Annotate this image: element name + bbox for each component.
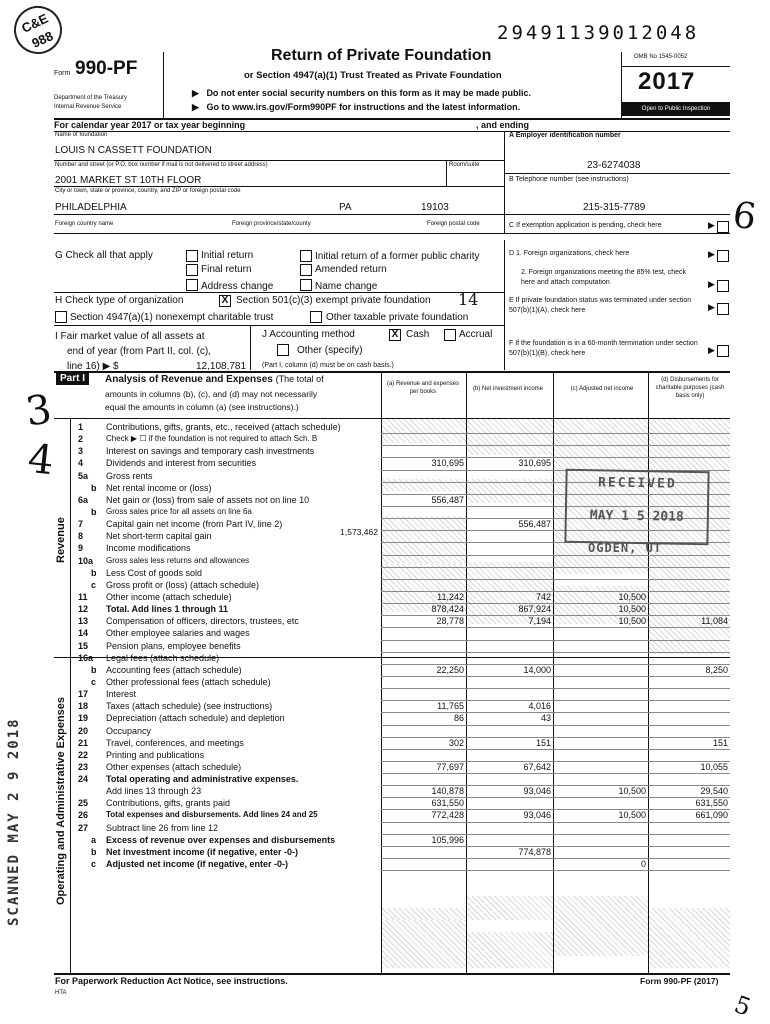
line-number: 10a [78,555,94,566]
line-number: 15 [78,640,89,651]
col-a-value: 11,242 [437,591,464,602]
handwritten-3: 3 [22,386,55,436]
line-description: Other income (attach schedule) [106,591,232,602]
omb-number: OMB No 1545-0052 [634,54,688,60]
phone-label: B Telephone number (see instructions) [509,176,629,183]
initial-former-checkbox[interactable] [300,250,312,262]
col-b-value: 774,878 [518,846,551,857]
zip-value: 19103 [421,202,449,213]
line-number: 21 [78,737,89,748]
col-d-value: 631,550 [695,798,728,809]
handwritten-5: 5 [730,990,755,1022]
line-number: 3 [78,446,84,457]
ogden-stamp: OGDEN, UT [588,541,663,555]
line-description: Adjusted net income (if negative, enter -0-) [106,859,289,870]
calendar-line: For calendar year 2017 or tax year beginning [54,120,246,130]
d1-checkbox[interactable] [717,250,729,262]
line-description: Excess of revenue over expenses and disbursements [106,834,336,845]
line-number: 24 [78,774,89,785]
notice-link[interactable]: ▶ Go to www.irs.gov/Form990PF for instructions and the latest information. [192,102,521,112]
line-number: 26 [78,810,89,821]
line-number: 25 [78,798,89,809]
name-label: Name of foundation [55,132,108,138]
col-b-value: 7,194 [528,616,551,627]
g-label: G Check all that apply [55,250,153,261]
amended-return-label: Amended return [315,264,387,275]
form-title: Return of Private Foundation [271,47,492,64]
part1-title: Analysis of Revenue and Expenses (The total of [105,374,324,385]
col-d-value: 11,084 [701,616,728,627]
col-b-value: 151 [535,737,551,748]
line-description: Total operating and administrative expenses. [106,774,299,785]
foundation-name: LOUIS N CASSETT FOUNDATION [55,145,212,156]
line-6b-amount: 1,573,462 [340,527,378,537]
line-letter: b [91,482,97,493]
line-description: Occupancy [106,725,152,736]
other-taxable-label: Other taxable private foundation [326,312,469,323]
line-number: 20 [78,725,89,736]
line-description: Other professional fees (attach schedule) [106,676,271,687]
tax-year: 2017 [638,68,696,95]
handwritten-4: 4 [25,435,56,485]
line-description: Net gain or (loss) from sale of assets not on line 10 [106,494,310,505]
col-a-value: 86 [453,713,464,724]
d2-label: 2. Foreign organizations meeting the 85% test, check here and attach computation [521,269,686,286]
i-label-1: I Fair market value of all assets at [55,331,205,342]
name-change-checkbox[interactable] [300,279,312,291]
line-description: Taxes (attach schedule) (see instructions) [106,701,273,712]
ein-label: A Employer identification number [509,132,621,139]
line-description: Interest [106,689,137,700]
ein-value: 23-6274038 [587,160,641,171]
col-d-value: 10,055 [700,761,728,772]
col-b-value: 4,016 [528,701,551,712]
line-description: Check ▶ ☐ if the foundation is not required to attach Sch. B [106,434,318,444]
received-stamp: RECEIVED MAY 1 5 2018 [564,469,709,546]
col-c-value: 10,500 [618,810,646,821]
e-checkbox[interactable] [717,303,729,315]
notice-ssn: ▶ Do not enter social security numbers on this form as it may be made public. [192,88,532,98]
col-d-value: 8,250 [705,664,728,675]
d2-checkbox[interactable] [717,280,729,292]
col-b-value: 556,487 [518,519,551,530]
col-b-value: 67,642 [523,761,551,772]
line-description: Depreciation (attach schedule) and depletion [106,713,285,724]
col-c-value: 10,500 [618,786,646,797]
line-description: Gross rents [106,470,153,481]
final-return-checkbox[interactable] [186,264,198,276]
col-a-value: 105,996 [431,834,464,845]
address-change-label: Address change [201,281,274,292]
line-description: Capital gain net income (from Part IV, line 2) [106,519,283,530]
line-description: Compensation of officers, directors, trustees, etc [106,616,299,627]
line-letter: c [91,579,97,590]
col-d-header: (d) Disbursements for charitable purposes (cash basis only) [655,377,725,399]
other-taxable-checkbox[interactable] [310,311,322,323]
col-a-value: 878,424 [431,604,464,615]
open-public-badge: Open to Public Inspection [622,102,730,116]
line-description: Subtract line 26 from line 12 [106,822,219,833]
j-label: J Accounting method [262,329,355,340]
f-checkbox[interactable] [717,345,729,357]
revenue-side-label: Revenue [55,517,67,563]
501c3-checkbox[interactable]: X [219,295,231,307]
e-label: E If private foundation status was terminated under section 507(b)(1)(A), check here [509,297,692,314]
line-letter: a [91,834,97,845]
line-number: 22 [78,749,89,760]
col-a-value: 310,695 [431,458,464,469]
accrual-checkbox[interactable] [444,329,456,341]
fmv-value: 12,108,781 [196,361,247,372]
initial-former-label: Initial return of a former public charity [315,251,480,262]
foreign-country-label: Foreign country name [55,221,114,227]
line-number: 17 [78,689,89,700]
4947-label: Section 4947(a)(1) nonexempt charitable trust [70,312,274,323]
col-b-value: 93,046 [523,786,551,797]
line-description: Less Cost of goods sold [106,567,203,578]
street-label: Number and street (or P.O. box number if mail is not delivered to street address) [55,162,268,168]
initial-return-checkbox[interactable] [186,250,198,262]
barcode-number: 29491139012048 [497,22,700,44]
line-description: Pension plans, employee benefits [106,640,241,651]
other-method-checkbox[interactable] [277,344,289,356]
line-number: 9 [78,543,84,554]
line-number: 8 [78,531,84,542]
form-label: Form [54,70,71,77]
line-letter: c [91,859,97,870]
line-description: Printing and publications [106,749,205,760]
exemption-pending-label: C If exemption application is pending, check here [509,222,662,229]
line-number: 11 [78,591,88,602]
4947-checkbox[interactable] [55,311,67,323]
line-description: Net rental income or (loss) [106,482,212,493]
part1-tag: Part I [56,373,89,385]
part1-note: (Part I, column (d) must be on cash basis.) [262,362,394,369]
col-a-value: 140,878 [431,786,464,797]
line-number: 23 [78,761,89,772]
phone-value: 215-315-7789 [583,202,646,213]
line-description: Gross profit or (loss) (attach schedule) [106,579,260,590]
f-label: F If the foundation is in a 60-month termination under section 507(b)(1)(B), check here [509,340,698,357]
and-ending: , and ending [476,120,529,130]
col-a-value: 11,765 [437,701,464,712]
line-letter: b [91,567,97,578]
form-reference: Form 990-PF (2017) [640,976,719,986]
line-number: 5a [78,470,89,481]
line-number: 1 [78,422,84,432]
handwritten-6: 6 [730,194,759,239]
col-c-value: 0 [640,859,646,870]
form-number: 990-PF [75,58,138,79]
line-number: 6a [78,494,89,505]
line-description: Other expenses (attach schedule) [106,761,242,772]
line-number: 19 [78,713,89,724]
col-c-value: 10,500 [618,604,646,615]
line-description: Add lines 13 through 23 [106,786,202,797]
i-label-2: end of year (from Part II, col. (c), [67,346,211,357]
col-a-header: (a) Revenue and expenses per books [386,381,460,395]
line-description: Accounting fees (attach schedule) [106,664,242,675]
i-label-3: line 16) ▶ $ [67,361,119,372]
state-value: PA [339,202,352,213]
line-number: 12 [78,604,89,615]
expenses-side-label: Operating and Administrative Expenses [55,696,67,905]
line-number: 2 [78,434,84,445]
line-description: Income modifications [106,543,191,554]
dept-line1: Department of the Treasury [54,95,128,101]
line-number: 4 [78,458,84,469]
address-change-checkbox[interactable] [186,279,198,291]
line-description: Travel, conferences, and meetings [106,737,244,748]
foreign-province-label: Foreign province/state/county [232,221,311,227]
line-description: Contributions, gifts, grants paid [106,798,231,809]
amended-return-checkbox[interactable] [300,264,312,276]
street-value: 2001 MARKET ST 10TH FLOOR [55,175,202,186]
col-d-value: 29,540 [700,786,728,797]
room-label: Room/suite [449,162,480,168]
col-a-value: 556,487 [431,494,464,505]
col-b-value: 867,924 [518,604,551,615]
col-b-header: (b) Net investment income [472,386,544,392]
line-description: Gross sales less returns and allowances [106,555,250,565]
line-description: Net investment income (if negative, enter -0-) [106,846,299,857]
col-a-value: 772,428 [431,810,464,821]
h-label: H Check type of organization [55,295,184,306]
col-b-value: 43 [540,713,551,724]
part1-desc-3: equal the amounts in column (a) (see instructions).) [105,402,299,412]
part1-desc-2: amounts in columns (b), (c), and (d) may not necessarily [105,389,318,399]
line-description: Total. Add lines 1 through 11 [106,604,229,615]
line-description: Gross sales price for all assets on line 6a [106,506,252,516]
line-number: 7 [78,519,84,530]
col-a-value: 302 [448,737,464,748]
other-method-label: Other (specify) [297,345,363,356]
col-c-value: 10,500 [618,616,646,627]
scanned-side-stamp: SCANNED MAY 2 9 2018 [6,717,22,926]
exemption-pending-checkbox[interactable] [717,221,729,233]
col-d-value: 151 [712,737,728,748]
col-c-header: (c) Adjusted net income [570,386,634,392]
col-b-value: 14,000 [523,664,551,675]
hta-label: HTA [55,990,67,996]
line-letter: b [91,664,97,675]
form-subtitle: or Section 4947(a)(1) Trust Treated as Private Foundation [244,70,502,81]
line-description: Contributions, gifts, grants, etc., received (attach schedule) [106,422,341,432]
line-letter: b [91,506,97,517]
d1-label: D 1. Foreign organizations, check here [509,250,630,257]
initial-return-label: Initial return [201,250,254,261]
col-a-value: 77,697 [436,761,464,772]
city-label: City or town, state or province, country, and ZIP or foreign postal code [55,188,241,194]
line-letter: b [91,846,97,857]
cash-checkbox[interactable]: X [389,329,401,341]
name-change-label: Name change [315,281,378,292]
line-description: Dividends and interest from securities [106,458,257,469]
col-c-value: 10,500 [618,591,646,602]
dept-line2: Internal Revenue Service [54,104,122,110]
line-description: Other employee salaries and wages [106,628,250,639]
col-b-value: 310,695 [518,458,551,469]
cash-label: Cash [406,329,430,340]
paperwork-notice: For Paperwork Reduction Act Notice, see instructions. [55,976,288,986]
line-description: Interest on savings and temporary cash investments [106,446,315,457]
line-letter: c [91,676,97,687]
line-number: 16a [78,652,94,663]
final-return-label: Final return [201,264,252,275]
line-number: 18 [78,701,89,712]
line-number: 14 [78,628,89,639]
line-number: 13 [78,616,89,627]
col-a-value: 631,550 [431,798,464,809]
col-b-value: 742 [535,591,551,602]
501c3-label: Section 501(c)(3) exempt private foundation [236,295,431,306]
col-b-value: 93,046 [523,810,551,821]
foreign-postal-label: Foreign postal code [427,221,480,227]
line-description: Net short-term capital gain [106,531,212,542]
line-description: Legal fees (attach schedule) [106,652,220,663]
accrual-label: Accrual [459,329,493,340]
col-a-value: 28,778 [436,616,464,627]
handwritten-14: 14 [458,290,479,309]
corner-stamp: C&E 988 [6,0,70,62]
line-description: Total expenses and disbursements. Add lines 24 and 25 [106,810,318,820]
col-a-value: 22,250 [436,664,464,675]
line-number: 27 [78,822,89,833]
col-d-value: 661,090 [695,810,728,821]
city-value: PHILADELPHIA [55,202,127,213]
